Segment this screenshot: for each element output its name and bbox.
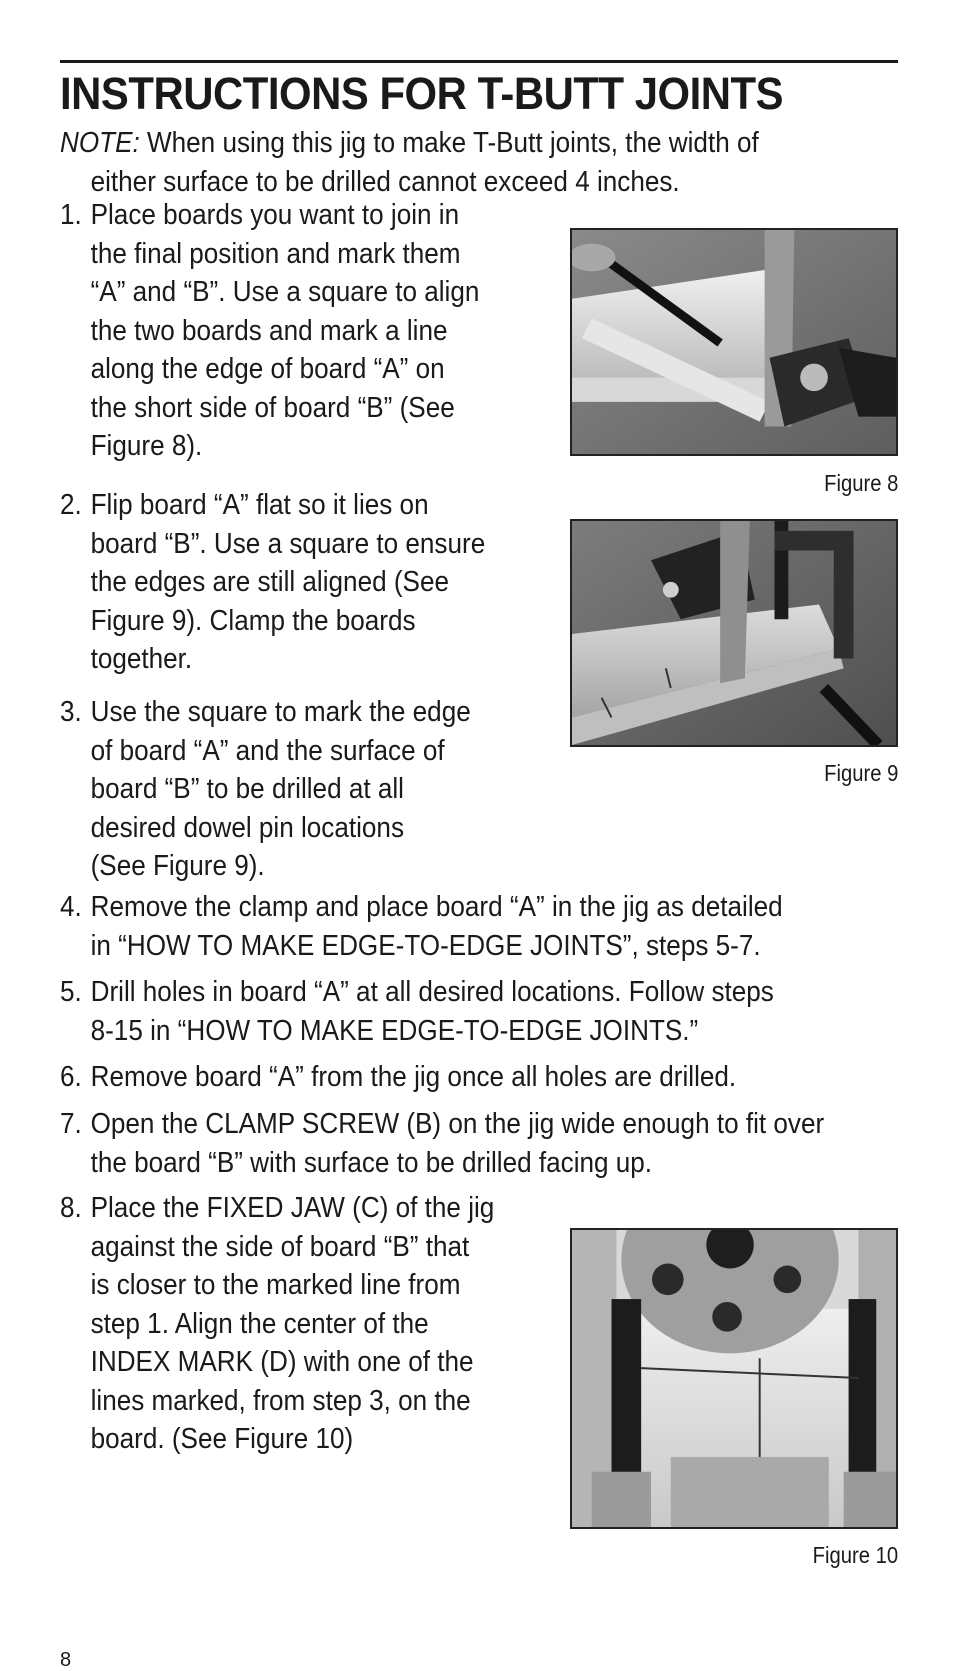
step-line: board. (See Figure 10) [90, 1423, 354, 1455]
note-text-line2: either surface to be drilled cannot exceed 4 inches. [90, 165, 680, 198]
step-line: step 1. Align the center of the [90, 1307, 429, 1340]
step-line: desired dowel pin locations [90, 811, 404, 844]
page-number: 8 [60, 1649, 72, 1671]
step-line: against the side of board “B” that [90, 1230, 470, 1263]
step-3 [60, 693, 510, 886]
step-line: Remove the clamp and place board “A” in the jig as detailed [90, 891, 783, 923]
note-paragraph [60, 124, 899, 201]
step-line: Place boards you want to join in [90, 199, 460, 231]
step-7 [60, 1105, 897, 1182]
step-1 [60, 196, 510, 466]
step-line: the final position and mark them [90, 237, 461, 270]
step-number: 1. [60, 199, 82, 231]
figure-8-caption: Figure 8 [823, 470, 898, 496]
step-6 [60, 1058, 888, 1097]
step-line: (See Figure 9). [90, 850, 265, 882]
step-line: “A” and “B”. Use a square to align [90, 276, 480, 308]
note-label: NOTE: [60, 127, 140, 159]
figure-9-photo [570, 519, 898, 747]
step-line: board “B” to be drilled at all [90, 773, 404, 805]
step-line: is closer to the marked line from [90, 1269, 461, 1301]
figure-10-photo [570, 1228, 898, 1529]
step-line: lines marked, from step 3, on the [90, 1384, 471, 1417]
step-line: the edges are still aligned (See [90, 566, 449, 598]
step-line: Remove board “A” from the jig once all holes are drilled. [90, 1061, 737, 1093]
step-line: together. [90, 643, 193, 675]
step-line: INDEX MARK (D) with one of the [90, 1346, 474, 1378]
step-line: Figure 9). Clamp the boards [90, 604, 416, 637]
step-line: Flip board “A” flat so it lies on [90, 489, 429, 521]
step-number: 7. [60, 1108, 82, 1140]
step-number: 3. [60, 696, 82, 728]
step-5 [60, 973, 888, 1050]
figure-10-caption: Figure 10 [812, 1542, 898, 1568]
step-line: of board “A” and the surface of [90, 734, 445, 767]
step-4 [60, 888, 888, 965]
step-number: 5. [60, 976, 82, 1008]
step-number: 8. [60, 1192, 82, 1224]
note-text-line1: When using this jig to make T-Butt joints, the width of [139, 127, 759, 159]
top-rule [60, 60, 898, 63]
figure-9-caption: Figure 9 [823, 760, 898, 786]
step-line: board “B”. Use a square to ensure [90, 527, 486, 560]
step-line: the short side of board “B” (See [90, 391, 455, 424]
step-line: along the edge of board “A” on [90, 353, 445, 385]
step-line: Drill holes in board “A” at all desired locations. Follow steps [90, 976, 774, 1008]
figure-8-photo [570, 228, 898, 456]
step-number: 6. [60, 1061, 82, 1093]
page-title: INSTRUCTIONS FOR T-BUTT JOINTS [60, 68, 784, 119]
step-number: 2. [60, 489, 82, 521]
step-8 [60, 1189, 510, 1459]
step-line: Open the CLAMP SCREW (B) on the jig wide enough to fit over [90, 1108, 825, 1140]
step-line: Figure 8). [90, 430, 203, 462]
step-2 [60, 486, 528, 679]
step-line: the board “B” with surface to be drilled facing up. [90, 1146, 653, 1179]
step-line: Use the square to mark the edge [90, 696, 471, 728]
step-number: 4. [60, 891, 82, 923]
step-line: in “HOW TO MAKE EDGE-TO-EDGE JOINTS”, steps 5-7. [90, 929, 761, 962]
step-line: 8-15 in “HOW TO MAKE EDGE-TO-EDGE JOINTS.” [90, 1014, 699, 1047]
step-line: Place the FIXED JAW (C) of the jig [90, 1192, 495, 1224]
step-line: the two boards and mark a line [90, 314, 448, 347]
